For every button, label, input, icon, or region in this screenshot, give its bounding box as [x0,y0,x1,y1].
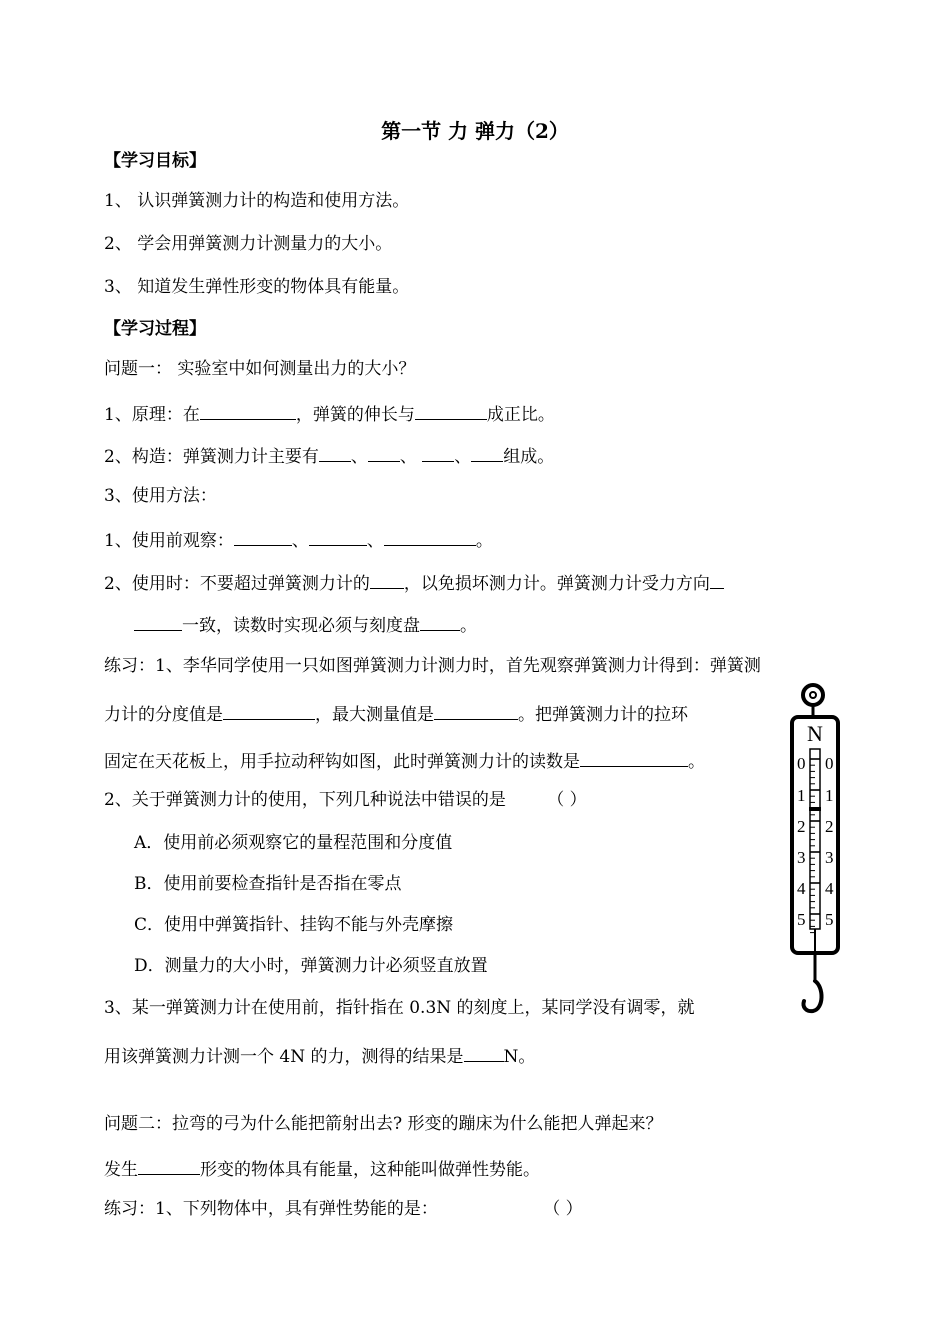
during-use-blank-1[interactable] [370,570,404,589]
elastic-text-b: 形变的物体具有能量，这种能叫做弹性势能。 [200,1160,540,1180]
tick-label: 4 [825,879,834,898]
page-title: 第一节 力 弹力（2） [381,119,569,143]
exercise-1-blank-2[interactable] [434,701,518,720]
scale-tick-labels-right [825,754,834,929]
exercise-1-line-3 [104,748,705,773]
goals-heading: 【学习目标】 [104,151,206,171]
goal-item-3: 3、 知道发生弹性形变的物体具有能量。 [104,277,410,297]
elastic-energy-line [104,1156,540,1181]
goal-item-1: 1、 认识弹簧测力计的构造和使用方法。 [104,191,410,211]
principle-text-b: ，弹簧的伸长与 [295,405,415,425]
scale-ring-inner [810,692,816,698]
tick-label: 5 [797,910,806,929]
exercise-3-line-2 [104,1043,535,1068]
during-use-blank-2a[interactable] [710,570,724,589]
principle-text-c: 成正比。 [486,405,555,425]
exercise-4-text: 练习：1、下列物体中，具有弹性势能的是： [104,1199,438,1219]
elastic-text-a: 发生 [104,1160,138,1180]
option-b[interactable]: B．使用前要检查指针是否指在零点 [134,874,402,894]
during-use-blank-3[interactable] [420,612,460,631]
before-use-blank-3[interactable] [384,527,476,546]
exercise-3-blank[interactable] [464,1043,504,1062]
exercise-1-text-a: 力计的分度值是 [104,705,223,725]
tick-label: 2 [797,817,806,836]
before-use-blank-2[interactable] [309,527,367,546]
exercise-1-blank-1[interactable] [223,701,315,720]
during-use-end: 。 [460,616,477,636]
structure-blank-4[interactable] [471,443,503,462]
answer-bracket[interactable]: （ ） [543,1199,583,1219]
scale-hook [803,981,821,1011]
exercise-1-text-b: ，最大测量值是 [315,705,434,725]
tick-label: 2 [825,817,834,836]
during-use-text-c: 一致，读数时实现必须与刻度盘 [182,616,420,636]
question-two: 问题二：拉弯的弓为什么能把箭射出去? 形变的蹦床为什么能把人弹起来？ [104,1114,663,1134]
exercise-1-line-1: 练习：1、李华同学使用一只如图弹簧测力计测力时，首先观察弹簧测力计得到：弹簧测 [104,656,761,676]
structure-blank-1[interactable] [319,443,351,462]
exercise-1-text-c: 。把弹簧测力计的拉环 [518,705,688,725]
tick-label: 3 [825,848,834,867]
tick-label: 1 [797,786,806,805]
exercise-1-blank-3[interactable] [580,748,688,767]
before-use-blank-1[interactable] [234,527,292,546]
during-use-line-1 [104,570,724,595]
scale-unit-label: N [807,721,823,746]
goal-item-2: 2、 学会用弹簧测力计测量力的大小。 [104,234,393,254]
principle-blank-1[interactable] [200,401,296,420]
structure-text-a: 2、构造：弹簧测力计主要有 [104,447,319,467]
during-use-text-a: 2、使用时：不要超过弹簧测力计的 [104,574,370,594]
exercise-1-text-d: 固定在天花板上，用手拉动秤钩如图，此时弹簧测力计的读数是 [104,752,580,772]
tick-label: 0 [797,754,806,773]
structure-line [104,443,554,468]
structure-separator: 、 [350,447,368,467]
elastic-blank[interactable] [138,1156,200,1175]
option-a[interactable]: A．使用前必须观察它的量程范围和分度值 [134,833,453,853]
scale-ring [803,685,823,705]
exercise-2-text: 2、关于弹簧测力计的使用，下列几种说法中错误的是 [104,790,506,810]
exercise-3-text: 用该弹簧测力计测一个 4N 的力，测得的结果是 [104,1047,464,1067]
before-use-separator: 、 [291,531,309,551]
structure-text-c: 组成。 [503,447,555,467]
exercise-2-question [104,789,587,811]
option-d[interactable]: D．测量力的大小时，弹簧测力计必须竖直放置 [134,956,488,976]
tick-label: 3 [797,848,806,867]
exercise-1-end: 。 [688,752,705,772]
before-use-text: 1、使用前观察： [104,531,234,551]
tick-label: 5 [825,910,834,929]
question-one: 问题一： 实验室中如何测量出力的大小？ [104,359,416,379]
before-use-end: 。 [475,531,493,551]
during-use-blank-2b[interactable] [134,612,182,631]
principle-text-a: 1、原理：在 [104,405,200,425]
spring-scale-figure [780,683,852,1023]
tick-label: 0 [825,754,834,773]
structure-blank-2[interactable] [368,443,400,462]
before-use-line [104,527,493,552]
principle-blank-2[interactable] [415,401,487,420]
tick-label: 1 [825,786,834,805]
during-use-line-2 [134,612,477,637]
scale-tick-labels-left [797,754,806,929]
usage-heading: 3、使用方法： [104,486,217,506]
exercise-4-line [104,1198,583,1220]
option-c[interactable]: C．使用中弹簧指针、挂钩不能与外壳摩擦 [134,915,454,935]
answer-bracket[interactable]: （ ） [547,790,587,810]
scale-ticks [810,759,820,933]
structure-separator: 、 [454,447,472,467]
structure-separator: 、 [399,447,417,467]
tick-label: 4 [797,879,806,898]
principle-line [104,401,555,426]
exercise-3-line-1: 3、某一弹簧测力计在使用前，指针指在 0.3N 的刻度上，某同学没有调零，就 [104,998,695,1018]
before-use-separator: 、 [366,531,384,551]
exercise-3-unit: N。 [503,1047,536,1067]
structure-blank-3[interactable] [422,443,454,462]
exercise-1-line-2 [104,701,688,726]
during-use-text-b: ，以免损坏测力计。弹簧测力计受力方向 [403,574,710,594]
process-heading: 【学习过程】 [104,319,206,339]
